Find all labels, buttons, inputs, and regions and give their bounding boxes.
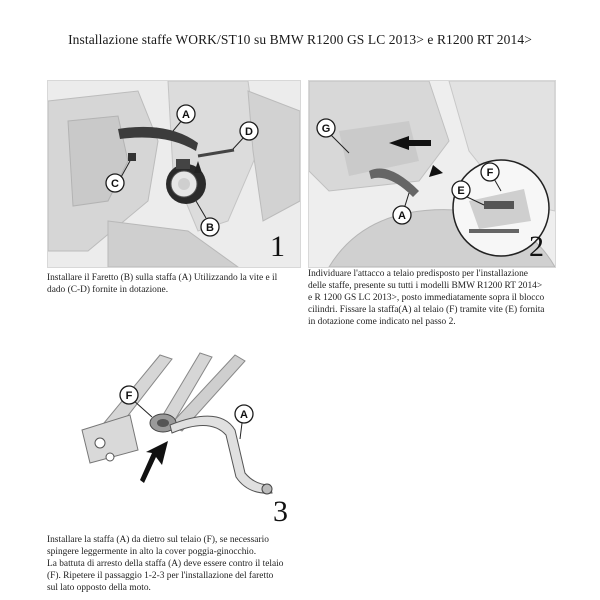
callout-a: [393, 206, 411, 224]
svg-text:D: D: [245, 126, 253, 138]
step-1-caption: [47, 272, 299, 296]
caption-line: La battuta di arresto della staffa (A) deve essere contro il telaio: [47, 559, 284, 569]
svg-text:F: F: [125, 390, 133, 402]
caption-line: spingere leggermente in alto la cover poggia-ginocchio.: [47, 547, 257, 557]
caption-line: (F). Ripetere il passaggio 1-2-3 per l'installazione del faretto: [47, 571, 274, 581]
caption-line: Installare il Faretto (B) sulla staffa (A) Utilizzando la vite e il: [47, 273, 278, 283]
caption-line: sul lato opposto della moto.: [47, 583, 151, 593]
caption-line: e R 1200 GS LC 2013>, posto immediatamente sopra il blocco: [308, 293, 545, 303]
caption-line: in dotazione come indicato nel passo 2.: [308, 317, 456, 327]
svg-text:A: A: [398, 210, 406, 222]
callout-d: [240, 122, 258, 140]
callout-b: [201, 218, 219, 236]
callout-f: [481, 163, 499, 181]
callout-f: [120, 386, 138, 404]
callout-e: [452, 181, 470, 199]
step-3-number: 3: [273, 495, 288, 528]
caption-line: cilindri. Fissare la staffa(A) al telaio (F) tramite vite (E) fornita: [308, 305, 545, 315]
svg-text:C: C: [111, 178, 119, 190]
page-title: Installazione staffe WORK/ST10 su BMW R1200 GS LC 2013> e R1200 RT 2014>: [68, 32, 532, 47]
callout-c: [106, 174, 124, 192]
step-2-illustration: [308, 80, 556, 268]
step-1-number: 1: [270, 230, 285, 263]
callout-a: [235, 405, 253, 423]
callout-g: [317, 119, 335, 137]
step-2-number: 2: [529, 230, 544, 263]
svg-text:A: A: [240, 409, 248, 421]
step-3-illustration: [60, 345, 310, 515]
caption-line: Installare la staffa (A) da dietro sul telaio (F), se necessario: [47, 535, 269, 545]
svg-text:F: F: [486, 167, 494, 179]
step-2-caption: [308, 268, 558, 328]
caption-line: Individuare l'attacco a telaio predisposto per l'installazione: [308, 269, 528, 279]
svg-text:B: B: [206, 222, 214, 234]
caption-line: dado (C-D) fornite in dotazione.: [47, 285, 169, 295]
svg-text:G: G: [321, 123, 331, 135]
step-3-caption: [47, 534, 317, 594]
step-1-illustration: [47, 80, 301, 268]
svg-text:E: E: [457, 185, 465, 197]
callout-a: [177, 105, 195, 123]
svg-text:A: A: [182, 109, 190, 121]
caption-line: delle staffe, presente su tutti i modelli BMW R1200 RT 2014>: [308, 281, 543, 291]
